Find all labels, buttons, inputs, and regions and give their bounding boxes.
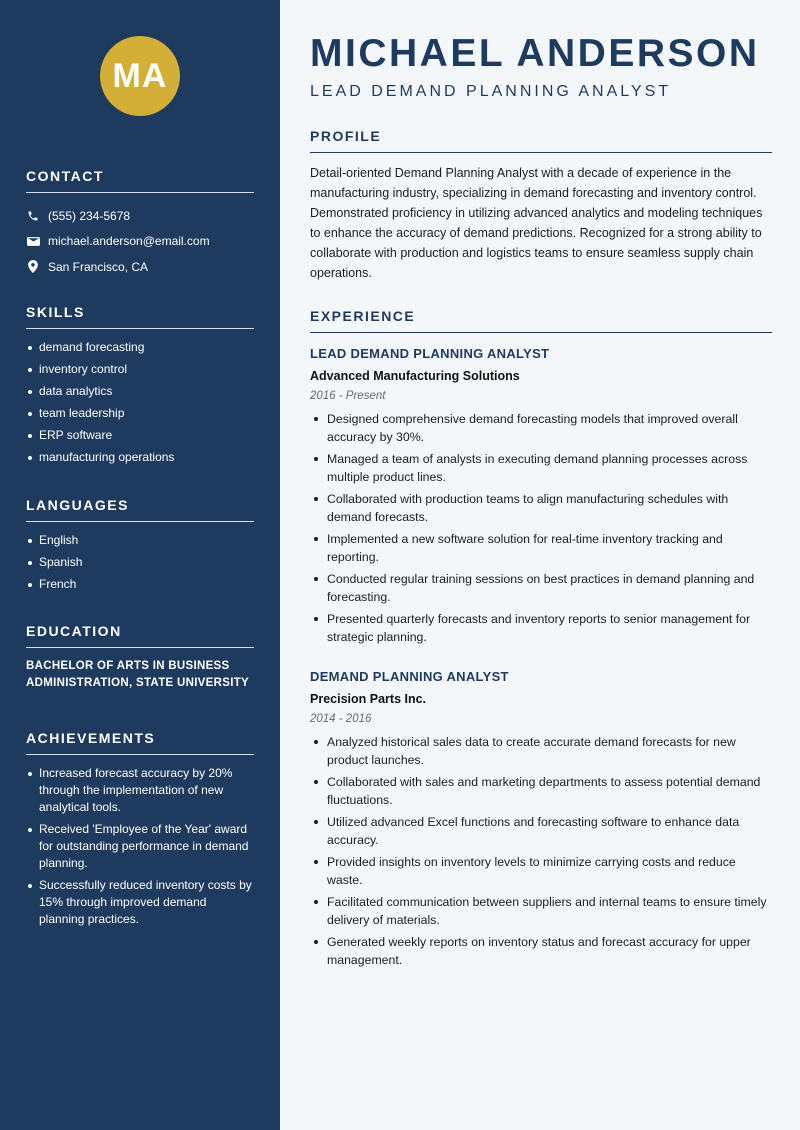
language-item: English	[26, 532, 254, 549]
location-pin-icon	[26, 260, 40, 274]
skill-item: data analytics	[26, 383, 254, 400]
email-icon	[26, 234, 40, 248]
job-bullets	[310, 410, 772, 646]
job-bullet: Implemented a new software solution for real-time inventory tracking and reporting.	[310, 530, 772, 566]
job-bullet: Provided insights on inventory levels to minimize carrying costs and reduce waste.	[310, 853, 772, 889]
job-title: DEMAND PLANNING ANALYST	[310, 669, 509, 684]
job-bullet: Collaborated with production teams to align manufacturing schedules with demand forecasts.	[310, 490, 772, 526]
job-dates: 2014 - 2016	[310, 713, 372, 725]
candidate-name: MICHAEL ANDERSON	[310, 32, 760, 75]
languages-section	[26, 497, 254, 598]
achievements-heading: ACHIEVEMENTS	[26, 730, 254, 755]
location-row	[26, 254, 254, 280]
education-section	[26, 623, 254, 692]
skills-list	[26, 339, 254, 466]
skills-section	[26, 304, 254, 471]
skill-item: demand forecasting	[26, 339, 254, 356]
language-item: French	[26, 576, 254, 593]
achievements-list	[26, 765, 254, 928]
job-bullet: Generated weekly reports on inventory status and forecast accuracy for upper management.	[310, 933, 772, 969]
email-row	[26, 229, 254, 255]
skill-item: manufacturing operations	[26, 449, 254, 466]
language-item: Spanish	[26, 554, 254, 571]
job-bullet: Utilized advanced Excel functions and forecasting software to enhance data accuracy.	[310, 813, 772, 849]
job-bullet: Presented quarterly forecasts and inventory reports to senior management for strategic planning.	[310, 610, 772, 646]
phone-text: (555) 234-5678	[48, 208, 131, 223]
languages-heading: LANGUAGES	[26, 497, 254, 522]
job-entry	[310, 669, 772, 973]
candidate-role: LEAD DEMAND PLANNING ANALYST	[310, 83, 672, 100]
achievement-item: Successfully reduced inventory costs by 15% through improved demand planning practices.	[26, 877, 254, 928]
job-title: LEAD DEMAND PLANNING ANALYST	[310, 346, 550, 361]
job-company: Precision Parts Inc.	[310, 692, 427, 706]
job-bullet: Managed a team of analysts in executing demand planning processes across multiple product lines.	[310, 450, 772, 486]
job-bullet: Facilitated communication between suppliers and internal teams to ensure timely delivery of materials.	[310, 893, 772, 929]
email-text[interactable]: michael.anderson@email.com	[48, 234, 210, 249]
achievement-item: Increased forecast accuracy by 20% through the implementation of new analytical tools.	[26, 765, 254, 816]
job-bullet: Conducted regular training sessions on best practices in demand planning and forecasting.	[310, 570, 772, 606]
skill-item: ERP software	[26, 427, 254, 444]
contact-section	[26, 168, 254, 280]
job-bullets	[310, 733, 772, 969]
job-entry	[310, 346, 772, 650]
job-bullet: Designed comprehensive demand forecasting models that improved overall accuracy by 30%.	[310, 410, 772, 446]
skill-item: inventory control	[26, 361, 254, 378]
avatar: MA	[100, 36, 180, 116]
phone-row	[26, 203, 254, 229]
phone-icon	[26, 209, 40, 223]
achievement-item: Received 'Employee of the Year' award for outstanding performance in demand planning.	[26, 821, 254, 872]
location-text: San Francisco, CA	[48, 259, 149, 274]
achievements-section	[26, 730, 254, 933]
job-dates: 2016 - Present	[310, 390, 386, 402]
profile-heading: PROFILE	[310, 128, 772, 153]
education-degree: BACHELOR OF ARTS IN BUSINESS ADMINISTRATION, STATE UNIVERSITY	[26, 660, 249, 689]
job-company: Advanced Manufacturing Solutions	[310, 369, 520, 383]
skill-item: team leadership	[26, 405, 254, 422]
experience-heading: EXPERIENCE	[310, 308, 772, 333]
sidebar	[0, 0, 280, 1130]
contact-heading: CONTACT	[26, 168, 254, 193]
profile-text: Detail-oriented Demand Planning Analyst with a decade of experience in the manufacturing industry, specializing in demand forecasting and inventory control. Demonstrated proficiency in utilizing advanced analytics and modeling techniques to enhance the accuracy of demand predictions. Recognized for a strong ability to collaborate with production and logistics teams to ensure seamless supply chain operations.	[310, 166, 763, 280]
job-bullet: Analyzed historical sales data to create accurate demand forecasts for new product launches.	[310, 733, 772, 769]
job-bullet: Collaborated with sales and marketing departments to assess potential demand fluctuations.	[310, 773, 772, 809]
skills-heading: SKILLS	[26, 304, 254, 329]
education-heading: EDUCATION	[26, 623, 254, 648]
languages-list	[26, 532, 254, 593]
